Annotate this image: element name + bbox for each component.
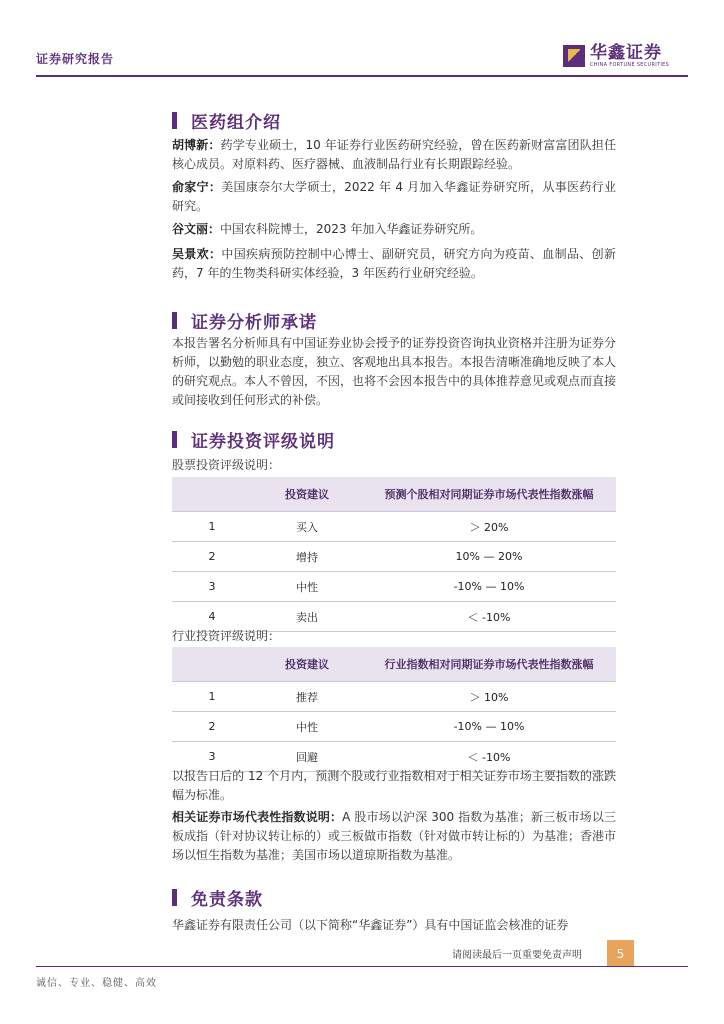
team-member: 吴景欢：中国疾病预防控制中心博士、副研究员，研究方向为疫苗、血制品、创新药，7 年的生物类科研实体经验，3 年医药行业研究经验。 bbox=[172, 247, 616, 280]
table-row: 2 增持 10% — 20% bbox=[172, 542, 616, 572]
table-row: 1 推荐 ＞ 10% bbox=[172, 682, 616, 712]
logo-name: 华鑫证券 bbox=[590, 43, 662, 63]
team-section-heading bbox=[172, 108, 281, 133]
commitment-section-title: 证券分析师承诺 bbox=[191, 313, 317, 333]
disclaimer-text: 华鑫证券有限责任公司（以下简称“华鑫证券”）具有中国证监会核准的证券 bbox=[172, 918, 569, 932]
team-section-title: 医药组介绍 bbox=[191, 113, 281, 133]
stock-rating-table bbox=[172, 477, 616, 632]
index-description: 相关证券市场代表性指数说明：A 股市场以沪深 300 指数为基准；新三板市场以三板成指（针对协议转让标的）或三板做市指数（针对做市转让标的）为基准；香港市场以恒生指数为基准；美国市场以道琼斯指数为基准。 bbox=[172, 810, 617, 862]
team-member: 谷文丽：中国农科院博士，2023 年加入华鑫证券研究所。 bbox=[172, 222, 483, 236]
commitment-text: 本报告署名分析师具有中国证券业协会授予的证券投资咨询执业资格并注册为证券分析师，以勤勉的职业态度，独立、客观地出具本报告。本报告清晰准确地反映了本人的研究观点。本人不曾因，不因，也将不会因本报告中的具体推荐意见或观点而直接或间接收到任何形式的补偿。 bbox=[172, 336, 617, 407]
table-header-row: 投资建议 行业指数相对同期证券市场代表性指数涨幅 bbox=[172, 647, 616, 682]
page-number: 5 bbox=[607, 940, 634, 967]
rating-period-note: 以报告日后的 12 个月内，预测个股或行业指数相对于相关证券市场主要指数的涨跌幅为标准。 bbox=[172, 769, 616, 802]
header-divider bbox=[36, 75, 688, 77]
section-marker bbox=[172, 431, 177, 448]
logo-english-name: CHINA FORTUNE SECURITIES bbox=[590, 62, 670, 68]
team-member: 俞家宁：美国康奈尔大学硕士，2022 年 4 月加入华鑫证券研究所，从事医药行业研究。 bbox=[172, 180, 616, 213]
table-row: 3 中性 -10% — 10% bbox=[172, 572, 616, 602]
disclaimer-section-title: 免责条款 bbox=[191, 890, 263, 910]
company-slogan: 诚信、专业、稳健、高效 bbox=[36, 978, 157, 989]
industry-rating-table bbox=[172, 647, 616, 772]
team-member: 胡博新：药学专业硕士，10 年证券行业医药研究经验，曾在医药新财富富团队担任核心成员。对原料药、医疗器械、血液制品行业有长期跟踪经验。 bbox=[172, 138, 616, 171]
commitment-section-heading bbox=[172, 308, 317, 333]
section-marker bbox=[172, 312, 177, 329]
section-marker bbox=[172, 112, 177, 129]
section-marker bbox=[172, 889, 177, 906]
rating-section-title: 证券投资评级说明 bbox=[191, 432, 335, 452]
table-header-row: 投资建议 预测个股相对同期证券市场代表性指数涨幅 bbox=[172, 477, 616, 512]
disclaimer-section-heading bbox=[172, 885, 263, 910]
disclaimer-reminder: 请阅读最后一页重要免责声明 bbox=[452, 950, 582, 961]
logo-emblem-icon bbox=[563, 45, 585, 67]
industry-rating-label: 行业投资评级说明： bbox=[172, 629, 281, 643]
report-type-title: 证券研究报告 bbox=[36, 52, 115, 66]
table-row: 4 卖出 ＜ -10% bbox=[172, 602, 616, 632]
table-row: 2 中性 -10% — 10% bbox=[172, 712, 616, 742]
stock-rating-label: 股票投资评级说明： bbox=[172, 458, 281, 472]
footer-divider bbox=[36, 966, 688, 967]
table-row: 1 买入 ＞ 20% bbox=[172, 512, 616, 542]
table-row: 3 回避 ＜ -10% bbox=[172, 742, 616, 772]
rating-section-heading bbox=[172, 427, 335, 452]
company-logo bbox=[563, 44, 669, 68]
